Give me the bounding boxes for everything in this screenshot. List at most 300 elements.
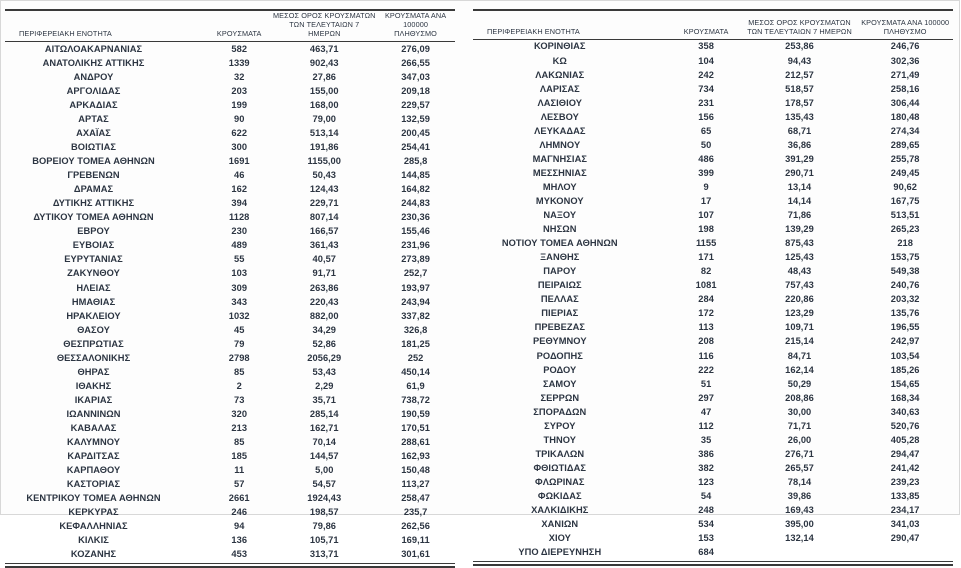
table-row bbox=[5, 295, 455, 309]
cell-seven-day-average: 132,14 bbox=[785, 533, 814, 544]
cell-regional-unit: ΗΡΑΚΛΕΙΟΥ bbox=[66, 310, 121, 321]
header-regional-unit-label: ΠΕΡΙΦΕΡΕΙΑΚΗ ΕΝΟΤΗΤΑ bbox=[487, 27, 580, 36]
cell-regional-unit: ΘΕΣΠΡΩΤΙΑΣ bbox=[63, 338, 124, 349]
cell-regional-unit: ΘΗΡΑΣ bbox=[77, 366, 110, 377]
table-row bbox=[473, 307, 953, 321]
header-avg-line2: ΤΩΝ ΤΕΛΕΥΤΑΙΩΝ 7 ΗΜΕΡΩΝ bbox=[289, 20, 360, 39]
cell-cases-per-100k: 162,93 bbox=[401, 451, 430, 462]
cell-seven-day-average: 191,86 bbox=[309, 142, 339, 153]
table-row bbox=[5, 379, 455, 393]
cell-cases-per-100k: 258,47 bbox=[401, 493, 430, 504]
cell-cases: 199 bbox=[231, 99, 248, 110]
table-row bbox=[5, 506, 455, 520]
cell-regional-unit: ΕΥΒΟΙΑΣ bbox=[72, 240, 115, 251]
table-row bbox=[473, 124, 953, 138]
cell-seven-day-average: 135,43 bbox=[785, 111, 814, 122]
cell-regional-unit: ΥΠΟ ΔΙΕΡΕΥΝΗΣΗ bbox=[518, 547, 602, 558]
cell-seven-day-average: 5,00 bbox=[315, 465, 334, 476]
cell-regional-unit: ΚΟΖΑΝΗΣ bbox=[70, 549, 117, 560]
cell-cases: 248 bbox=[698, 505, 714, 516]
table-row bbox=[473, 293, 953, 307]
cell-regional-unit: ΚΑΛΥΜΝΟΥ bbox=[66, 437, 121, 448]
cell-regional-unit: ΛΑΡΙΣΑΣ bbox=[539, 83, 580, 94]
cell-cases: 198 bbox=[698, 224, 714, 235]
cell-cases-per-100k: 239,23 bbox=[890, 476, 920, 487]
cell-cases-per-100k: 289,65 bbox=[890, 139, 920, 150]
header-cases-per-100k bbox=[376, 10, 455, 42]
cell-cases: 486 bbox=[698, 153, 714, 164]
table-row bbox=[473, 82, 953, 96]
table-row bbox=[5, 351, 455, 365]
cell-seven-day-average: 105,71 bbox=[309, 535, 339, 546]
cell-cases-per-100k: 231,96 bbox=[401, 240, 430, 251]
header-cases bbox=[671, 10, 742, 40]
cell-seven-day-average: 125,43 bbox=[785, 252, 814, 263]
cell-regional-unit: ΧΑΝΙΩΝ bbox=[541, 519, 579, 530]
cell-seven-day-average: 2,29 bbox=[315, 380, 334, 391]
cell-cases-per-100k: 218 bbox=[897, 238, 913, 249]
cell-cases: 309 bbox=[231, 282, 248, 293]
cell-seven-day-average: 68,71 bbox=[787, 125, 812, 136]
cell-cases-per-100k: 450,14 bbox=[401, 366, 430, 377]
cell-cases-per-100k: 252,7 bbox=[403, 268, 428, 279]
cell-cases-per-100k: 135,76 bbox=[890, 308, 920, 319]
cell-cases: 172 bbox=[698, 308, 714, 319]
cell-cases: 582 bbox=[231, 43, 248, 54]
cell-regional-unit: ΚΩ bbox=[552, 55, 567, 66]
header-regional-unit bbox=[5, 10, 206, 42]
cell-cases-per-100k: 549,38 bbox=[890, 266, 920, 277]
cell-cases: 82 bbox=[700, 266, 712, 277]
cell-cases-per-100k: 337,82 bbox=[401, 310, 430, 321]
cell-seven-day-average: 212,57 bbox=[785, 69, 814, 80]
cell-regional-unit: ΣΑΜΟΥ bbox=[543, 378, 577, 389]
cell-regional-unit: ΛΑΚΩΝΙΑΣ bbox=[535, 69, 585, 80]
cell-cases: 2798 bbox=[228, 352, 250, 363]
cell-regional-unit: ΧΙΟΥ bbox=[548, 533, 571, 544]
cell-cases-per-100k: 246,76 bbox=[890, 41, 920, 52]
cell-cases-per-100k: 340,63 bbox=[890, 406, 920, 417]
cell-regional-unit: ΔΥΤΙΚΗΣ ΑΤΤΙΚΗΣ bbox=[52, 198, 135, 209]
cell-seven-day-average: 70,14 bbox=[312, 437, 337, 448]
cell-regional-unit: ΚΙΛΚΙΣ bbox=[78, 535, 109, 546]
cell-cases: 1155 bbox=[695, 238, 717, 249]
table-row bbox=[5, 520, 455, 534]
cell-regional-unit: ΙΘΑΚΗΣ bbox=[75, 380, 112, 391]
cell-seven-day-average: 50,29 bbox=[787, 378, 812, 389]
table-row bbox=[473, 405, 953, 419]
table-row bbox=[5, 56, 455, 70]
table-row bbox=[5, 267, 455, 281]
table-row bbox=[473, 223, 953, 237]
cell-seven-day-average: 208,86 bbox=[785, 392, 814, 403]
cell-seven-day-average: 313,71 bbox=[309, 549, 339, 560]
cell-cases: 394 bbox=[231, 198, 248, 209]
cell-regional-unit: ΕΒΡΟΥ bbox=[77, 226, 110, 237]
table-row bbox=[473, 532, 953, 546]
cell-regional-unit: ΜΑΓΝΗΣΙΑΣ bbox=[532, 153, 587, 164]
table-row bbox=[473, 335, 953, 349]
cell-cases: 208 bbox=[698, 336, 714, 347]
table-row bbox=[473, 251, 953, 265]
cell-regional-unit: ΕΥΡΥΤΑΝΙΑΣ bbox=[64, 254, 123, 265]
cell-cases-per-100k: 265,23 bbox=[890, 224, 920, 235]
left-table-bottom-rule bbox=[5, 563, 455, 568]
cell-cases: 222 bbox=[698, 364, 714, 375]
cell-cases: 104 bbox=[698, 55, 714, 66]
cell-cases-per-100k: 240,76 bbox=[890, 280, 920, 291]
cell-cases-per-100k: 180,48 bbox=[890, 111, 920, 122]
cell-seven-day-average: 27,86 bbox=[312, 71, 337, 82]
cell-seven-day-average: 54,57 bbox=[312, 479, 337, 490]
cell-cases: 54 bbox=[700, 490, 712, 501]
cell-regional-unit: ΔΡΑΜΑΣ bbox=[73, 184, 114, 195]
cell-cases: 17 bbox=[700, 196, 712, 206]
cell-cases-per-100k: 144,85 bbox=[401, 170, 430, 181]
cell-seven-day-average: 123,29 bbox=[785, 308, 814, 319]
cell-seven-day-average: 757,43 bbox=[785, 280, 814, 291]
cell-regional-unit: ΑΡΤΑΣ bbox=[78, 113, 109, 124]
cell-cases: 55 bbox=[233, 254, 245, 265]
cell-regional-unit: ΓΡΕΒΕΝΩΝ bbox=[67, 170, 120, 181]
cell-regional-unit: ΗΛΕΙΑΣ bbox=[76, 282, 111, 293]
cell-seven-day-average: 48,43 bbox=[787, 266, 812, 277]
cell-cases-per-100k: 235,7 bbox=[403, 507, 428, 518]
table-row bbox=[5, 155, 455, 169]
cell-cases-per-100k: 169,11 bbox=[401, 535, 430, 546]
cell-cases: 112 bbox=[698, 420, 714, 431]
cell-regional-unit: ΧΑΛΚΙΔΙΚΗΣ bbox=[531, 505, 589, 516]
cell-cases: 9 bbox=[703, 181, 709, 192]
cell-regional-unit: ΔΥΤΙΚΟΥ ΤΟΜΕΑ ΑΘΗΝΩΝ bbox=[33, 212, 154, 223]
cell-cases-per-100k: 234,17 bbox=[890, 505, 920, 516]
left-table-body bbox=[5, 42, 455, 562]
cell-seven-day-average: 39,86 bbox=[787, 490, 812, 501]
cell-seven-day-average: 40,57 bbox=[312, 254, 337, 265]
cell-regional-unit: ΒΟΡΕΙΟΥ ΤΟΜΕΑ ΑΘΗΝΩΝ bbox=[32, 156, 155, 167]
cell-regional-unit: ΑΡΓΟΛΙΔΑΣ bbox=[66, 85, 121, 96]
header-per100k-line1: ΚΡΟΥΣΜΑΤΑ ΑΝΑ 100000 bbox=[861, 17, 950, 27]
header-avg-line1: ΜΕΣΟΣ ΟΡΟΣ ΚΡΟΥΣΜΑΤΩΝ bbox=[273, 11, 376, 20]
cell-regional-unit: ΑΧΑΪΑΣ bbox=[76, 127, 111, 138]
cell-cases-per-100k: 266,55 bbox=[401, 57, 430, 68]
table-row bbox=[5, 492, 455, 506]
cell-cases-per-100k: 164,82 bbox=[401, 184, 430, 195]
table-row bbox=[5, 281, 455, 295]
right-table-panel bbox=[463, 1, 961, 566]
cell-seven-day-average: 26,00 bbox=[787, 434, 812, 445]
table-row bbox=[5, 422, 455, 436]
cell-cases-per-100k: 242,97 bbox=[890, 336, 920, 347]
cell-cases-per-100k: 302,36 bbox=[890, 55, 920, 66]
cell-cases-per-100k: 258,16 bbox=[890, 83, 920, 94]
cell-cases: 123 bbox=[698, 476, 714, 487]
cell-cases: 230 bbox=[231, 226, 248, 237]
cell-regional-unit: ΝΗΣΩΝ bbox=[543, 224, 577, 235]
cell-cases: 57 bbox=[233, 479, 245, 490]
cell-cases-per-100k: 243,94 bbox=[401, 296, 430, 307]
cell-regional-unit: ΠΙΕΡΙΑΣ bbox=[541, 308, 579, 319]
cell-cases-per-100k: 738,72 bbox=[401, 394, 430, 405]
cell-cases: 453 bbox=[231, 549, 248, 560]
table-row bbox=[473, 40, 953, 55]
cell-cases: 2661 bbox=[228, 493, 250, 504]
cell-cases: 246 bbox=[231, 507, 248, 518]
cell-cases: 116 bbox=[698, 350, 714, 361]
table-row bbox=[5, 394, 455, 408]
table-row bbox=[5, 169, 455, 183]
cell-regional-unit: ΙΚΑΡΙΑΣ bbox=[74, 394, 113, 405]
cell-cases: 213 bbox=[231, 422, 248, 433]
cell-cases: 2 bbox=[236, 380, 242, 391]
cell-cases: 343 bbox=[231, 296, 248, 307]
cell-regional-unit: ΑΝΔΡΟΥ bbox=[73, 71, 114, 82]
cell-seven-day-average: 13,14 bbox=[787, 181, 812, 192]
cell-cases: 153 bbox=[698, 533, 714, 544]
table-row bbox=[473, 546, 953, 560]
cell-cases: 50 bbox=[700, 139, 712, 150]
cell-cases: 386 bbox=[698, 448, 714, 459]
cell-seven-day-average: 52,86 bbox=[312, 338, 337, 349]
cell-cases-per-100k: 103,54 bbox=[890, 350, 920, 361]
table-row bbox=[5, 323, 455, 337]
cell-regional-unit: ΡΕΘΥΜΝΟΥ bbox=[532, 336, 587, 347]
cell-seven-day-average: 30,00 bbox=[787, 406, 812, 417]
cell-cases: 358 bbox=[698, 41, 714, 52]
table-row bbox=[473, 433, 953, 447]
cell-cases: 47 bbox=[700, 406, 712, 417]
cell-cases-per-100k: 301,61 bbox=[401, 549, 430, 560]
table-row bbox=[473, 363, 953, 377]
cell-seven-day-average: 220,43 bbox=[309, 296, 339, 307]
cell-seven-day-average: 94,43 bbox=[787, 55, 812, 66]
cell-seven-day-average: 253,86 bbox=[785, 41, 814, 52]
cell-seven-day-average: 395,00 bbox=[785, 519, 814, 530]
header-seven-day-average bbox=[272, 10, 376, 42]
cell-cases: 94 bbox=[233, 521, 245, 532]
cell-cases: 32 bbox=[233, 71, 245, 82]
right-table-body bbox=[473, 40, 953, 560]
table-row bbox=[5, 84, 455, 98]
cell-seven-day-average: 1155,00 bbox=[307, 156, 341, 167]
left-data-table bbox=[5, 9, 455, 562]
table-row bbox=[5, 225, 455, 239]
table-row bbox=[473, 265, 953, 279]
cell-cases-per-100k: 249,45 bbox=[890, 167, 920, 178]
table-row bbox=[473, 349, 953, 363]
cell-seven-day-average: 807,14 bbox=[309, 212, 339, 223]
cell-seven-day-average: 168,00 bbox=[309, 99, 339, 110]
cell-seven-day-average: 361,43 bbox=[309, 240, 339, 251]
cell-seven-day-average: 91,71 bbox=[312, 268, 337, 279]
cell-regional-unit: ΡΟΔΟΠΗΣ bbox=[536, 350, 583, 361]
cell-regional-unit: ΛΗΜΝΟΥ bbox=[539, 139, 581, 150]
table-row bbox=[5, 464, 455, 478]
cell-cases: 297 bbox=[698, 392, 714, 403]
cell-regional-unit: ΣΕΡΡΩΝ bbox=[540, 392, 580, 403]
cell-cases-per-100k: 90,62 bbox=[893, 181, 917, 192]
cell-cases-per-100k: 230,36 bbox=[401, 212, 430, 223]
cell-regional-unit: ΙΩΑΝΝΙΝΩΝ bbox=[66, 408, 121, 419]
cell-regional-unit: ΛΕΥΚΑΔΑΣ bbox=[534, 125, 586, 136]
cell-cases-per-100k: 132,59 bbox=[401, 113, 430, 124]
cell-seven-day-average: 14,14 bbox=[787, 196, 812, 206]
table-row bbox=[473, 167, 953, 181]
cell-regional-unit: ΛΕΣΒΟΥ bbox=[540, 111, 579, 122]
cell-cases-per-100k: 154,65 bbox=[890, 378, 920, 389]
cell-seven-day-average: 124,43 bbox=[309, 184, 339, 195]
cell-seven-day-average: 139,29 bbox=[785, 224, 814, 235]
cell-seven-day-average: 178,57 bbox=[785, 97, 814, 108]
cell-cases: 684 bbox=[698, 547, 714, 558]
cell-cases: 162 bbox=[231, 184, 248, 195]
cell-regional-unit: ΚΕΦΑΛΛΗΝΙΑΣ bbox=[59, 521, 128, 532]
cell-cases-per-100k: 133,85 bbox=[890, 490, 920, 501]
table-row bbox=[473, 391, 953, 405]
cell-cases: 171 bbox=[698, 252, 714, 263]
table-row bbox=[5, 42, 455, 57]
cell-regional-unit: ΖΑΚΥΝΘΟΥ bbox=[67, 268, 120, 279]
table-row bbox=[473, 110, 953, 124]
header-regional-unit-label: ΠΕΡΙΦΕΡΕΙΑΚΗ ΕΝΟΤΗΤΑ bbox=[19, 29, 112, 39]
cell-cases: 45 bbox=[233, 324, 245, 335]
header-cases-label: ΚΡΟΥΣΜΑΤΑ bbox=[216, 29, 262, 39]
left-table-header bbox=[5, 10, 455, 42]
header-row bbox=[5, 10, 455, 42]
cell-regional-unit: ΜΕΣΣΗΝΙΑΣ bbox=[532, 167, 587, 178]
cell-seven-day-average: 265,57 bbox=[785, 462, 814, 473]
cell-seven-day-average: 220,86 bbox=[785, 294, 814, 305]
table-row bbox=[473, 504, 953, 518]
cell-cases-per-100k: 181,25 bbox=[401, 338, 430, 349]
cell-cases-per-100k: 203,32 bbox=[890, 294, 920, 305]
cell-cases-per-100k: 290,47 bbox=[890, 533, 920, 544]
table-row bbox=[5, 365, 455, 379]
cell-cases-per-100k: 167,75 bbox=[890, 196, 920, 206]
cell-regional-unit: ΝΟΤΙΟΥ ΤΟΜΕΑ ΑΘΗΝΩΝ bbox=[501, 238, 618, 249]
cell-cases: 73 bbox=[233, 394, 245, 405]
table-row bbox=[473, 490, 953, 504]
table-row bbox=[5, 337, 455, 351]
cell-seven-day-average: 882,00 bbox=[309, 310, 339, 321]
cell-cases: 85 bbox=[233, 437, 245, 448]
left-table-panel bbox=[1, 1, 463, 568]
cell-cases: 203 bbox=[231, 85, 248, 96]
cell-cases: 284 bbox=[698, 294, 714, 305]
cell-regional-unit: ΦΘΙΩΤΙΔΑΣ bbox=[533, 462, 587, 473]
cell-regional-unit: ΠΑΡΟΥ bbox=[543, 266, 577, 277]
cell-cases: 65 bbox=[700, 125, 712, 136]
cell-seven-day-average: 285,14 bbox=[309, 408, 339, 419]
header-cases bbox=[206, 10, 272, 42]
cell-seven-day-average: 1924,43 bbox=[307, 493, 342, 504]
table-row bbox=[473, 54, 953, 68]
cell-seven-day-average: 84,71 bbox=[787, 350, 812, 361]
cell-cases-per-100k: 153,75 bbox=[890, 252, 920, 263]
table-row bbox=[5, 239, 455, 253]
cell-seven-day-average: 875,43 bbox=[785, 238, 814, 249]
cell-seven-day-average: 166,57 bbox=[309, 226, 339, 237]
table-row bbox=[473, 321, 953, 335]
cell-cases: 734 bbox=[698, 83, 714, 94]
header-avg-line1: ΜΕΣΟΣ ΟΡΟΣ ΚΡΟΥΣΜΑΤΩΝ bbox=[748, 17, 851, 27]
table-row bbox=[5, 70, 455, 84]
cell-cases-per-100k: 155,46 bbox=[401, 226, 430, 237]
cell-regional-unit: ΣΥΡΟΥ bbox=[544, 420, 576, 431]
cell-cases: 136 bbox=[231, 535, 248, 546]
cell-cases: 382 bbox=[698, 462, 714, 473]
cell-cases-per-100k: 185,26 bbox=[890, 364, 920, 375]
cell-cases-per-100k: 229,57 bbox=[401, 99, 430, 110]
table-row bbox=[473, 419, 953, 433]
cell-regional-unit: ΦΛΩΡΙΝΑΣ bbox=[535, 476, 585, 487]
cell-cases: 90 bbox=[233, 113, 245, 124]
cell-cases-per-100k: 196,55 bbox=[890, 322, 920, 333]
table-row bbox=[5, 534, 455, 548]
table-row bbox=[5, 141, 455, 155]
cell-cases-per-100k: 347,03 bbox=[401, 71, 430, 82]
cell-regional-unit: ΑΡΚΑΔΙΑΣ bbox=[69, 99, 118, 110]
cell-cases: 79 bbox=[233, 338, 245, 349]
table-row bbox=[5, 436, 455, 450]
cell-seven-day-average: 169,43 bbox=[785, 505, 814, 516]
cell-cases-per-100k: 513,51 bbox=[890, 210, 920, 221]
cell-cases: 320 bbox=[231, 408, 248, 419]
cell-seven-day-average: 229,71 bbox=[309, 198, 339, 209]
cell-seven-day-average: 53,43 bbox=[312, 366, 337, 377]
cell-seven-day-average: 79,86 bbox=[312, 521, 337, 532]
cell-seven-day-average: 276,71 bbox=[785, 448, 814, 459]
cell-regional-unit: ΚΕΡΚΥΡΑΣ bbox=[68, 507, 119, 518]
table-row bbox=[5, 99, 455, 113]
cell-regional-unit: ΚΕΝΤΡΙΚΟΥ ΤΟΜΕΑ ΑΘΗΝΩΝ bbox=[26, 493, 161, 504]
cell-cases-per-100k: 341,03 bbox=[890, 519, 920, 530]
cell-cases-per-100k: 520,76 bbox=[890, 420, 920, 431]
cell-regional-unit: ΑΙΤΩΛΟΑΚΑΡΝΑΝΙΑΣ bbox=[44, 43, 143, 54]
cell-regional-unit: ΜΥΚΟΝΟΥ bbox=[535, 196, 584, 206]
cell-regional-unit: ΣΠΟΡΑΔΩΝ bbox=[533, 406, 587, 417]
cell-cases: 231 bbox=[698, 97, 714, 108]
cell-cases: 399 bbox=[698, 167, 714, 178]
cell-cases: 534 bbox=[698, 519, 714, 530]
cell-cases: 1081 bbox=[695, 280, 717, 291]
table-row bbox=[5, 183, 455, 197]
cell-seven-day-average: 71,71 bbox=[787, 420, 812, 431]
cell-seven-day-average: 109,71 bbox=[785, 322, 814, 333]
cell-cases-per-100k: 193,97 bbox=[401, 282, 430, 293]
cell-cases: 242 bbox=[698, 69, 714, 80]
cell-cases-per-100k: 241,42 bbox=[890, 462, 920, 473]
cell-cases-per-100k: 113,27 bbox=[401, 479, 430, 490]
cell-cases: 1691 bbox=[228, 156, 250, 167]
cell-cases: 300 bbox=[231, 142, 248, 153]
cell-cases-per-100k: 61,9 bbox=[406, 380, 425, 391]
cell-cases-per-100k: 405,28 bbox=[890, 434, 920, 445]
cell-regional-unit: ΒΟΙΩΤΙΑΣ bbox=[71, 142, 116, 153]
cell-seven-day-average: 2056,29 bbox=[307, 352, 342, 363]
cell-cases: 103 bbox=[231, 268, 248, 279]
cell-seven-day-average: 290,71 bbox=[785, 167, 814, 178]
right-table-bottom-rule bbox=[473, 561, 953, 566]
table-row bbox=[5, 309, 455, 323]
table-row bbox=[473, 195, 953, 209]
cell-cases: 35 bbox=[700, 434, 712, 445]
cell-seven-day-average: 78,14 bbox=[787, 476, 812, 487]
header-avg-line2: ΤΩΝ ΤΕΛΕΥΤΑΙΩΝ 7 ΗΜΕΡΩΝ bbox=[747, 27, 852, 36]
cell-cases-per-100k: 262,56 bbox=[401, 521, 430, 532]
cell-cases-per-100k: 254,41 bbox=[401, 142, 430, 153]
cell-regional-unit: ΑΝΑΤΟΛΙΚΗΣ ΑΤΤΙΚΗΣ bbox=[42, 57, 145, 68]
